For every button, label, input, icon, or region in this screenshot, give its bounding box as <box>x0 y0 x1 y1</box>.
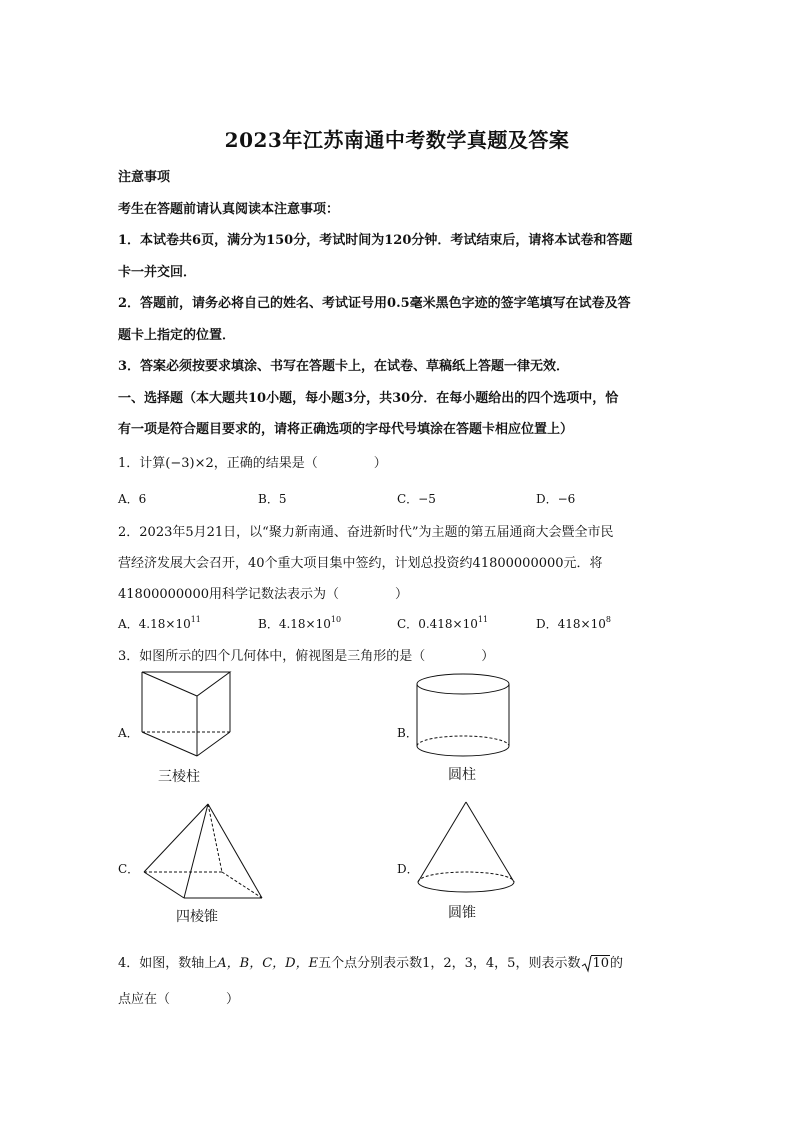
figure-c-letter: C． <box>118 862 140 876</box>
question-2-line-2: 营经济发展大会召开，40个重大项目集中签约，计划总投资约41800000000元．将 <box>118 556 603 571</box>
notice-intro: 考生在答题前请认真阅读本注意事项： <box>118 202 340 217</box>
question-1 <box>118 452 387 471</box>
triangular-prism-figure <box>138 668 238 764</box>
sqrt-symbol <box>582 956 610 971</box>
question-3-text: 3．如图所示的四个几何体中，俯视图是三角形的是（ <box>118 649 426 664</box>
page-title: 2023年江苏南通中考数学真题及答案 <box>224 128 570 152</box>
notice-item-2-line-2: 题卡上指定的位置． <box>118 328 236 343</box>
figure-b-caption: 圆柱 <box>448 767 476 783</box>
figure-a-caption: 三棱柱 <box>158 769 200 785</box>
question-4-close: ） <box>226 992 240 1007</box>
question-2-line-3-text: 41800000000用科学记数法表示为（ <box>118 587 339 602</box>
question-1-prefix: 1．计算 <box>118 456 166 471</box>
sqrt-radicand: 10 <box>592 956 609 971</box>
question-1-suffix: ，正确的结果是（ <box>213 456 318 471</box>
question-2-option-a: A．$4.18\times 10^{11}$ <box>118 615 201 631</box>
figure-d-letter: D． <box>397 862 419 876</box>
figure-a-letter: A． <box>118 726 139 740</box>
question-4-suffix: 的 <box>610 956 624 971</box>
cylinder-figure <box>414 670 514 762</box>
question-1-option-a: A．6 <box>118 492 147 506</box>
question-4-line-2-text: 点应在（ <box>118 992 171 1007</box>
notice-heading: 注意事项 <box>118 170 171 185</box>
figure-b-letter: B． <box>397 726 418 740</box>
notice-item-1-line-1: 1．本试卷共6页，满分为150分，考试时间为120分钟．考试结束后，请将本试卷和答题 <box>118 233 633 248</box>
question-4-points: A，B，C，D，E <box>217 956 319 971</box>
question-4-line-1 <box>118 952 623 971</box>
section-1-line-2: 有一项是符合题目要求的，请将正确选项的字母代号填涂在答题卡相应位置上） <box>118 422 574 437</box>
question-1-option-c: C．−5 <box>397 492 436 506</box>
cone-figure <box>414 800 518 900</box>
question-2-option-d: D．$418\times 10^8$ <box>536 615 611 631</box>
question-1-option-b: B．5 <box>258 492 287 506</box>
question-4-line-2 <box>118 988 239 1007</box>
question-2-close: ） <box>394 587 408 602</box>
question-3-close: ） <box>481 649 495 664</box>
question-1-expression: (−3)×2 <box>165 456 214 471</box>
question-1-close: ） <box>373 456 387 471</box>
figure-d-caption: 圆锥 <box>448 905 476 921</box>
question-2-line-3 <box>118 583 408 602</box>
question-2-option-b: B．$4.18\times 10^{10}$ <box>258 615 342 631</box>
question-4-prefix: 4．如图，数轴上 <box>118 956 218 971</box>
question-4-middle: 五个点分别表示数1，2，3，4，5，则表示数 <box>318 956 581 971</box>
question-2-option-c: C．$0.418\times 10^{11}$ <box>397 615 489 631</box>
question-1-option-d: D．−6 <box>536 492 576 506</box>
question-3 <box>118 645 494 664</box>
notice-item-3: 3．答案必须按要求填涂、书写在答题卡上，在试卷、草稿纸上答题一律无效． <box>118 359 570 374</box>
question-2-line-1: 2．2023年5月21日，以“聚力新南通、奋进新时代”为主题的第五届通商大会暨全市民 <box>118 525 614 540</box>
notice-item-1-line-2: 卡一并交回． <box>118 265 197 280</box>
square-pyramid-figure <box>140 800 270 904</box>
figure-c-caption: 四棱锥 <box>176 909 218 925</box>
section-1-line-1: 一、选择题（本大题共10小题，每小题3分，共30分．在每小题给出的四个选项中，恰 <box>118 391 619 406</box>
notice-item-2-line-1: 2．答题前，请务必将自己的姓名、考试证号用0.5毫米黑色字迹的签字笔填写在试卷及答 <box>118 296 631 311</box>
